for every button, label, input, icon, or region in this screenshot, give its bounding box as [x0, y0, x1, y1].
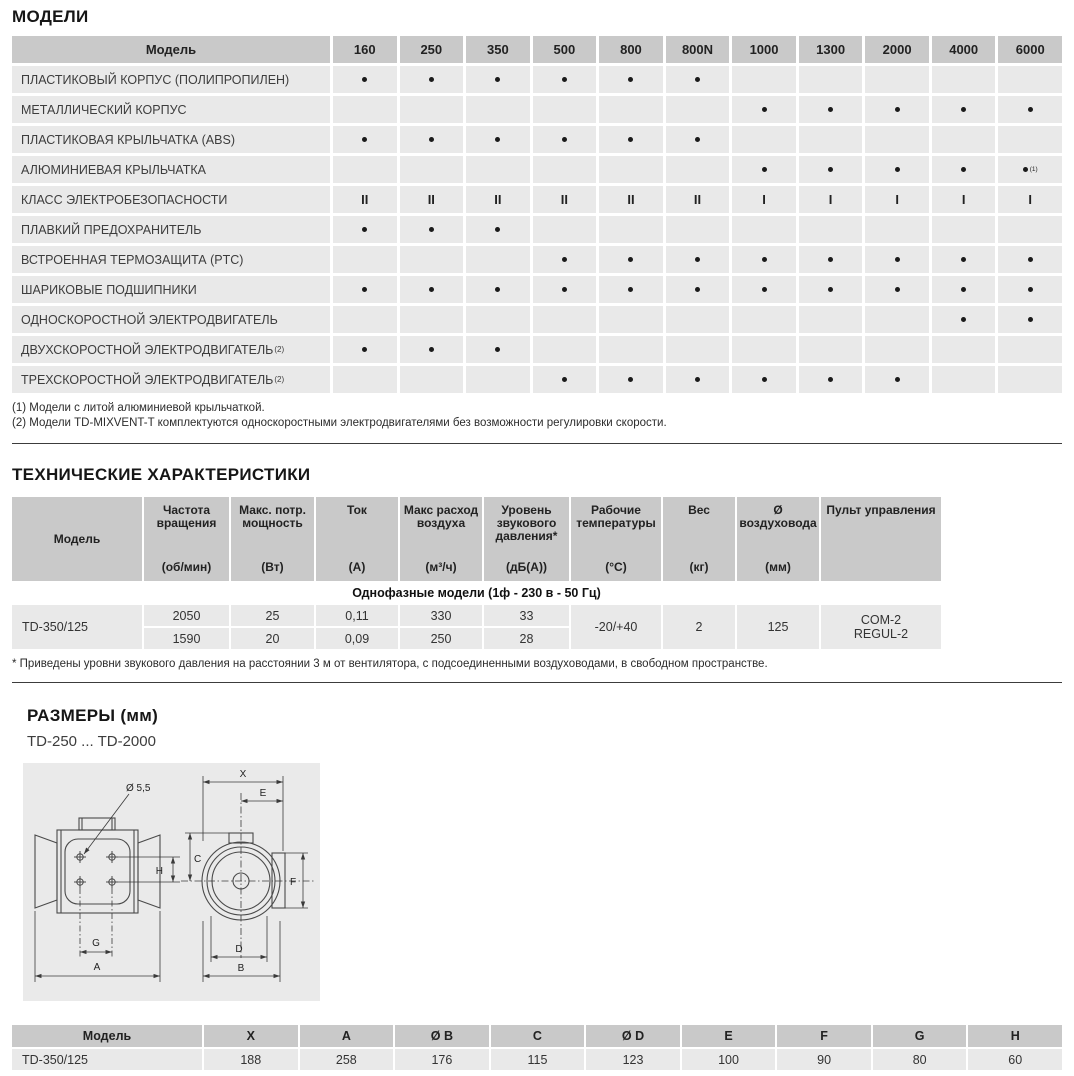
feature-cell [799, 66, 863, 93]
feature-cell [998, 96, 1062, 123]
tech-value-power-1: 25 [231, 605, 314, 626]
feature-dot [828, 257, 833, 262]
feature-cell: II [599, 186, 663, 213]
feature-cell [666, 276, 730, 303]
feature-cell: I [732, 186, 796, 213]
tech-model-name: TD-350/125 [12, 605, 142, 649]
feature-cell [932, 276, 996, 303]
feature-cell [932, 246, 996, 273]
dim-model-name: TD-350/125 [12, 1049, 202, 1070]
model-column-header: 160 [333, 36, 397, 63]
feature-dot [895, 167, 900, 172]
feature-cell [533, 246, 597, 273]
dim-label-f: F [290, 877, 297, 888]
feature-dot [762, 287, 767, 292]
feature-cell [599, 66, 663, 93]
feature-label: МЕТАЛЛИЧЕСКИЙ КОРПУС [12, 96, 330, 123]
feature-cell [932, 366, 996, 393]
feature-cell [732, 246, 796, 273]
tech-header-noise: Уровень звукового давления* (дБ(А)) [484, 497, 569, 581]
feature-dot [362, 77, 367, 82]
model-column-header: 2000 [865, 36, 929, 63]
feature-cell [998, 366, 1062, 393]
dim-value-cell: 176 [395, 1049, 489, 1070]
feature-dot [828, 377, 833, 382]
feature-dot [628, 377, 633, 382]
feature-cell [666, 96, 730, 123]
feature-cell [533, 306, 597, 333]
feature-cell [466, 276, 530, 303]
dim-value-cell: 60 [968, 1049, 1062, 1070]
feature-dot [562, 287, 567, 292]
feature-dot [362, 137, 367, 142]
feature-dot [495, 347, 500, 352]
dim-label-b: B [237, 963, 245, 974]
feature-cell [865, 216, 929, 243]
footnote-2: (2) Модели TD-MIXVENT-T комплектуются односкоростными электродвигателями без возможности регулировки скорости. [12, 417, 667, 429]
feature-cell [799, 156, 863, 183]
feature-cell [400, 306, 464, 333]
feature-dot [695, 287, 700, 292]
tech-value-temp: -20/+40 [571, 605, 661, 649]
feature-cell [533, 66, 597, 93]
feature-dot [429, 77, 434, 82]
feature-cell [732, 66, 796, 93]
feature-cell [400, 126, 464, 153]
feature-label: АЛЮМИНИЕВАЯ КРЫЛЬЧАТКА [12, 156, 330, 183]
models-footnotes [12, 401, 1062, 431]
tech-group-header: Однофазные модели (1ф - 230 в - 50 Гц) [12, 583, 941, 603]
feature-dot [495, 227, 500, 232]
feature-cell [533, 366, 597, 393]
models-table [12, 36, 1062, 393]
feature-dot [961, 287, 966, 292]
feature-dot [495, 287, 500, 292]
feature-cell [998, 216, 1062, 243]
feature-cell [599, 156, 663, 183]
feature-dot [1028, 317, 1033, 322]
feature-cell [599, 96, 663, 123]
fan-side-view [35, 818, 160, 913]
feature-label: ПЛАСТИКОВЫЙ КОРПУС (ПОЛИПРОПИЛЕН) [12, 66, 330, 93]
feature-cell [666, 216, 730, 243]
feature-cell: (1) [998, 156, 1062, 183]
feature-cell [998, 276, 1062, 303]
feature-cell [666, 156, 730, 183]
feature-dot [762, 107, 767, 112]
feature-dot [362, 227, 367, 232]
model-column-header: 350 [466, 36, 530, 63]
feature-dot [562, 377, 567, 382]
model-column-header: 6000 [998, 36, 1062, 63]
feature-cell [799, 366, 863, 393]
dim-label-x: X [239, 769, 247, 780]
feature-dot [695, 137, 700, 142]
feature-dot [762, 257, 767, 262]
dim-label-hole: Ø 5,5 [126, 783, 151, 794]
feature-dot [695, 257, 700, 262]
dim-column-header: Модель [12, 1025, 202, 1047]
feature-cell [599, 276, 663, 303]
feature-cell [998, 246, 1062, 273]
feature-cell: I [998, 186, 1062, 213]
tech-value-duct: 125 [737, 605, 819, 649]
feature-cell [932, 156, 996, 183]
feature-cell [466, 126, 530, 153]
dimensions-section-title: РАЗМЕРЫ (мм) [27, 706, 159, 725]
feature-cell [333, 306, 397, 333]
feature-cell [666, 126, 730, 153]
feature-cell: II [333, 186, 397, 213]
feature-cell [533, 276, 597, 303]
dim-value-cell: 80 [873, 1049, 967, 1070]
dim-value-cell: 258 [300, 1049, 394, 1070]
tech-footnote: * Приведены уровни звукового давления на расстоянии 3 м от вентилятора, с подсоединенными воздуховодами, в свободном пространстве. [12, 658, 768, 670]
feature-dot [961, 167, 966, 172]
feature-cell [865, 336, 929, 363]
feature-cell [932, 336, 996, 363]
feature-cell [533, 336, 597, 363]
feature-dot [895, 377, 900, 382]
tech-value-noise-1: 33 [484, 605, 569, 626]
feature-cell [333, 246, 397, 273]
dim-column-header: Ø B [395, 1025, 489, 1047]
dimensions-drawing-panel [23, 763, 320, 1001]
dim-label-c: C [194, 854, 202, 865]
dim-column-header: C [491, 1025, 585, 1047]
dim-value-cell: 90 [777, 1049, 871, 1070]
feature-cell [865, 276, 929, 303]
model-column-header: 800N [666, 36, 730, 63]
feature-cell [932, 216, 996, 243]
feature-cell [333, 216, 397, 243]
feature-cell [333, 126, 397, 153]
feature-cell [533, 216, 597, 243]
feature-label: ВСТРОЕННАЯ ТЕРМОЗАЩИТА (PTC) [12, 246, 330, 273]
feature-cell [466, 246, 530, 273]
tech-header-name: Модель [53, 531, 101, 546]
feature-cell [466, 216, 530, 243]
feature-cell [400, 276, 464, 303]
feature-cell [466, 366, 530, 393]
feature-cell [865, 306, 929, 333]
tech-header-controller: Пульт управления [821, 497, 941, 581]
section-divider-2 [12, 682, 1062, 683]
section-divider [12, 443, 1062, 444]
tech-value-airflow-2: 250 [400, 628, 482, 649]
feature-cell [666, 336, 730, 363]
feature-cell [932, 96, 996, 123]
feature-cell [400, 66, 464, 93]
dim-column-header: A [300, 1025, 394, 1047]
tech-value-noise-2: 28 [484, 628, 569, 649]
model-column-header: 1000 [732, 36, 796, 63]
feature-dot [695, 77, 700, 82]
feature-cell [799, 246, 863, 273]
feature-label: ШАРИКОВЫЕ ПОДШИПНИКИ [12, 276, 330, 303]
mounting-holes [74, 851, 118, 888]
feature-cell: II [400, 186, 464, 213]
feature-dot [628, 287, 633, 292]
feature-cell [400, 246, 464, 273]
feature-dot [828, 107, 833, 112]
dim-label-d: D [235, 944, 243, 955]
feature-cell [865, 126, 929, 153]
feature-dot [828, 287, 833, 292]
tech-value-controller: COM-2 REGUL-2 [821, 605, 941, 649]
tech-header-model [12, 497, 142, 581]
feature-cell [466, 336, 530, 363]
feature-cell [400, 96, 464, 123]
models-section-title: МОДЕЛИ [12, 7, 89, 26]
model-column-header: 250 [400, 36, 464, 63]
feature-dot [495, 77, 500, 82]
feature-cell [666, 66, 730, 93]
feature-dot [429, 347, 434, 352]
feature-dot [895, 287, 900, 292]
dim-column-header: H [968, 1025, 1062, 1047]
feature-cell [865, 96, 929, 123]
feature-dot [895, 107, 900, 112]
feature-cell [466, 156, 530, 183]
feature-cell [400, 366, 464, 393]
feature-cell: II [466, 186, 530, 213]
dim-column-header: G [873, 1025, 967, 1047]
feature-dot [495, 137, 500, 142]
tech-header-airflow: Макс расход воздуха (м³/ч) [400, 497, 482, 581]
tech-value-weight: 2 [663, 605, 735, 649]
feature-cell [732, 366, 796, 393]
feature-cell [533, 126, 597, 153]
feature-dot [762, 167, 767, 172]
feature-cell [998, 336, 1062, 363]
dim-column-header: Ø D [586, 1025, 680, 1047]
feature-cell [732, 216, 796, 243]
feature-cell [799, 276, 863, 303]
page-content [12, 0, 1062, 1070]
feature-cell [865, 156, 929, 183]
feature-dot [1023, 167, 1028, 172]
feature-cell [333, 276, 397, 303]
tech-section-title: ТЕХНИЧЕСКИЕ ХАРАКТЕРИСТИКИ [12, 465, 311, 484]
feature-label: ОДНОСКОРОСТНОЙ ЭЛЕКТРОДВИГАТЕЛЬ [12, 306, 330, 333]
feature-cell [599, 216, 663, 243]
feature-label: ДВУХСКОРОСТНОЙ ЭЛЕКТРОДВИГАТЕЛЬ (2) [12, 336, 330, 363]
model-column-header: 500 [533, 36, 597, 63]
feature-dot [1028, 287, 1033, 292]
dim-label-a: A [93, 962, 101, 973]
feature-cell [333, 156, 397, 183]
feature-cell [799, 96, 863, 123]
feature-cell [666, 366, 730, 393]
tech-value-speed-1: 2050 [144, 605, 229, 626]
feature-cell [998, 126, 1062, 153]
fan-front-view [202, 833, 285, 920]
dim-column-header: X [204, 1025, 298, 1047]
feature-cell [400, 156, 464, 183]
tech-value-airflow-1: 330 [400, 605, 482, 626]
model-column-header: 800 [599, 36, 663, 63]
dim-label-h: H [155, 866, 163, 877]
feature-cell [732, 336, 796, 363]
feature-dot [562, 257, 567, 262]
feature-cell: II [666, 186, 730, 213]
feature-cell [599, 336, 663, 363]
dim-value-cell: 123 [586, 1049, 680, 1070]
feature-cell [732, 96, 796, 123]
feature-dot [429, 287, 434, 292]
tech-value-current-1: 0,11 [316, 605, 398, 626]
feature-cell: II [533, 186, 597, 213]
feature-cell [799, 306, 863, 333]
dim-column-header: F [777, 1025, 871, 1047]
feature-cell [400, 216, 464, 243]
feature-label: ТРЕХСКОРОСТНОЙ ЭЛЕКТРОДВИГАТЕЛЬ (2) [12, 366, 330, 393]
feature-dot [429, 227, 434, 232]
feature-dot [628, 137, 633, 142]
feature-dot [562, 137, 567, 142]
feature-cell [865, 66, 929, 93]
tech-header-weight: Вес (кг) [663, 497, 735, 581]
feature-cell [799, 126, 863, 153]
feature-dot [695, 377, 700, 382]
feature-cell [400, 336, 464, 363]
feature-cell [333, 366, 397, 393]
feature-dot [961, 107, 966, 112]
feature-dot [362, 347, 367, 352]
feature-cell [799, 336, 863, 363]
model-column-header: 4000 [932, 36, 996, 63]
feature-cell [333, 66, 397, 93]
footnote-1: (1) Модели с литой алюминиевой крыльчаткой. [12, 402, 265, 414]
dim-column-header: E [682, 1025, 776, 1047]
feature-cell [732, 126, 796, 153]
tech-value-speed-2: 1590 [144, 628, 229, 649]
feature-cell [599, 246, 663, 273]
feature-cell [466, 96, 530, 123]
feature-cell [732, 276, 796, 303]
feature-dot [628, 77, 633, 82]
tech-value-power-2: 20 [231, 628, 314, 649]
feature-cell [666, 306, 730, 333]
model-column-header: 1300 [799, 36, 863, 63]
dim-label-e: E [259, 788, 267, 799]
feature-cell [333, 96, 397, 123]
feature-dot [562, 77, 567, 82]
dim-value-cell: 115 [491, 1049, 585, 1070]
feature-dot [1028, 257, 1033, 262]
dimensions-model-range: TD-250 ... TD-2000 [27, 733, 156, 750]
feature-dot [828, 167, 833, 172]
feature-cell [799, 216, 863, 243]
feature-cell [932, 66, 996, 93]
tech-header-current: Ток (А) [316, 497, 398, 581]
feature-cell [998, 66, 1062, 93]
feature-dot [961, 317, 966, 322]
feature-dot [961, 257, 966, 262]
feature-label: ПЛАВКИЙ ПРЕДОХРАНИТЕЛЬ [12, 216, 330, 243]
feature-cell [599, 306, 663, 333]
feature-cell: I [799, 186, 863, 213]
feature-label: КЛАСС ЭЛЕКТРОБЕЗОПАСНОСТИ [12, 186, 330, 213]
feature-dot [1028, 107, 1033, 112]
feature-dot [628, 257, 633, 262]
feature-dot [429, 137, 434, 142]
feature-cell [599, 126, 663, 153]
tech-header-temp: Рабочие температуры (°С) [571, 497, 661, 581]
feature-cell [333, 336, 397, 363]
feature-cell [865, 366, 929, 393]
tech-table [12, 497, 941, 649]
tech-header-speed: Частота вращения (об/мин) [144, 497, 229, 581]
feature-cell: I [865, 186, 929, 213]
feature-cell [932, 126, 996, 153]
dim-value-cell: 188 [204, 1049, 298, 1070]
fan-technical-drawing [23, 763, 320, 1001]
tech-value-current-2: 0,09 [316, 628, 398, 649]
feature-cell [466, 306, 530, 333]
feature-dot [362, 287, 367, 292]
dimensions-table [12, 1025, 1062, 1070]
feature-cell [533, 96, 597, 123]
dim-label-g: G [92, 938, 100, 949]
feature-cell [865, 246, 929, 273]
feature-dot [762, 377, 767, 382]
feature-cell [599, 366, 663, 393]
feature-cell [666, 246, 730, 273]
feature-dot [895, 257, 900, 262]
feature-cell [732, 156, 796, 183]
feature-cell [998, 306, 1062, 333]
feature-cell [932, 306, 996, 333]
feature-cell [466, 66, 530, 93]
tech-header-power: Макс. потр. мощность (Вт) [231, 497, 314, 581]
dim-value-cell: 100 [682, 1049, 776, 1070]
feature-cell: I [932, 186, 996, 213]
feature-cell [732, 306, 796, 333]
feature-label: ПЛАСТИКОВАЯ КРЫЛЬЧАТКА (ABS) [12, 126, 330, 153]
feature-cell [533, 156, 597, 183]
tech-header-duct: Ø воздуховода (мм) [737, 497, 819, 581]
models-header-model: Модель [12, 36, 330, 63]
